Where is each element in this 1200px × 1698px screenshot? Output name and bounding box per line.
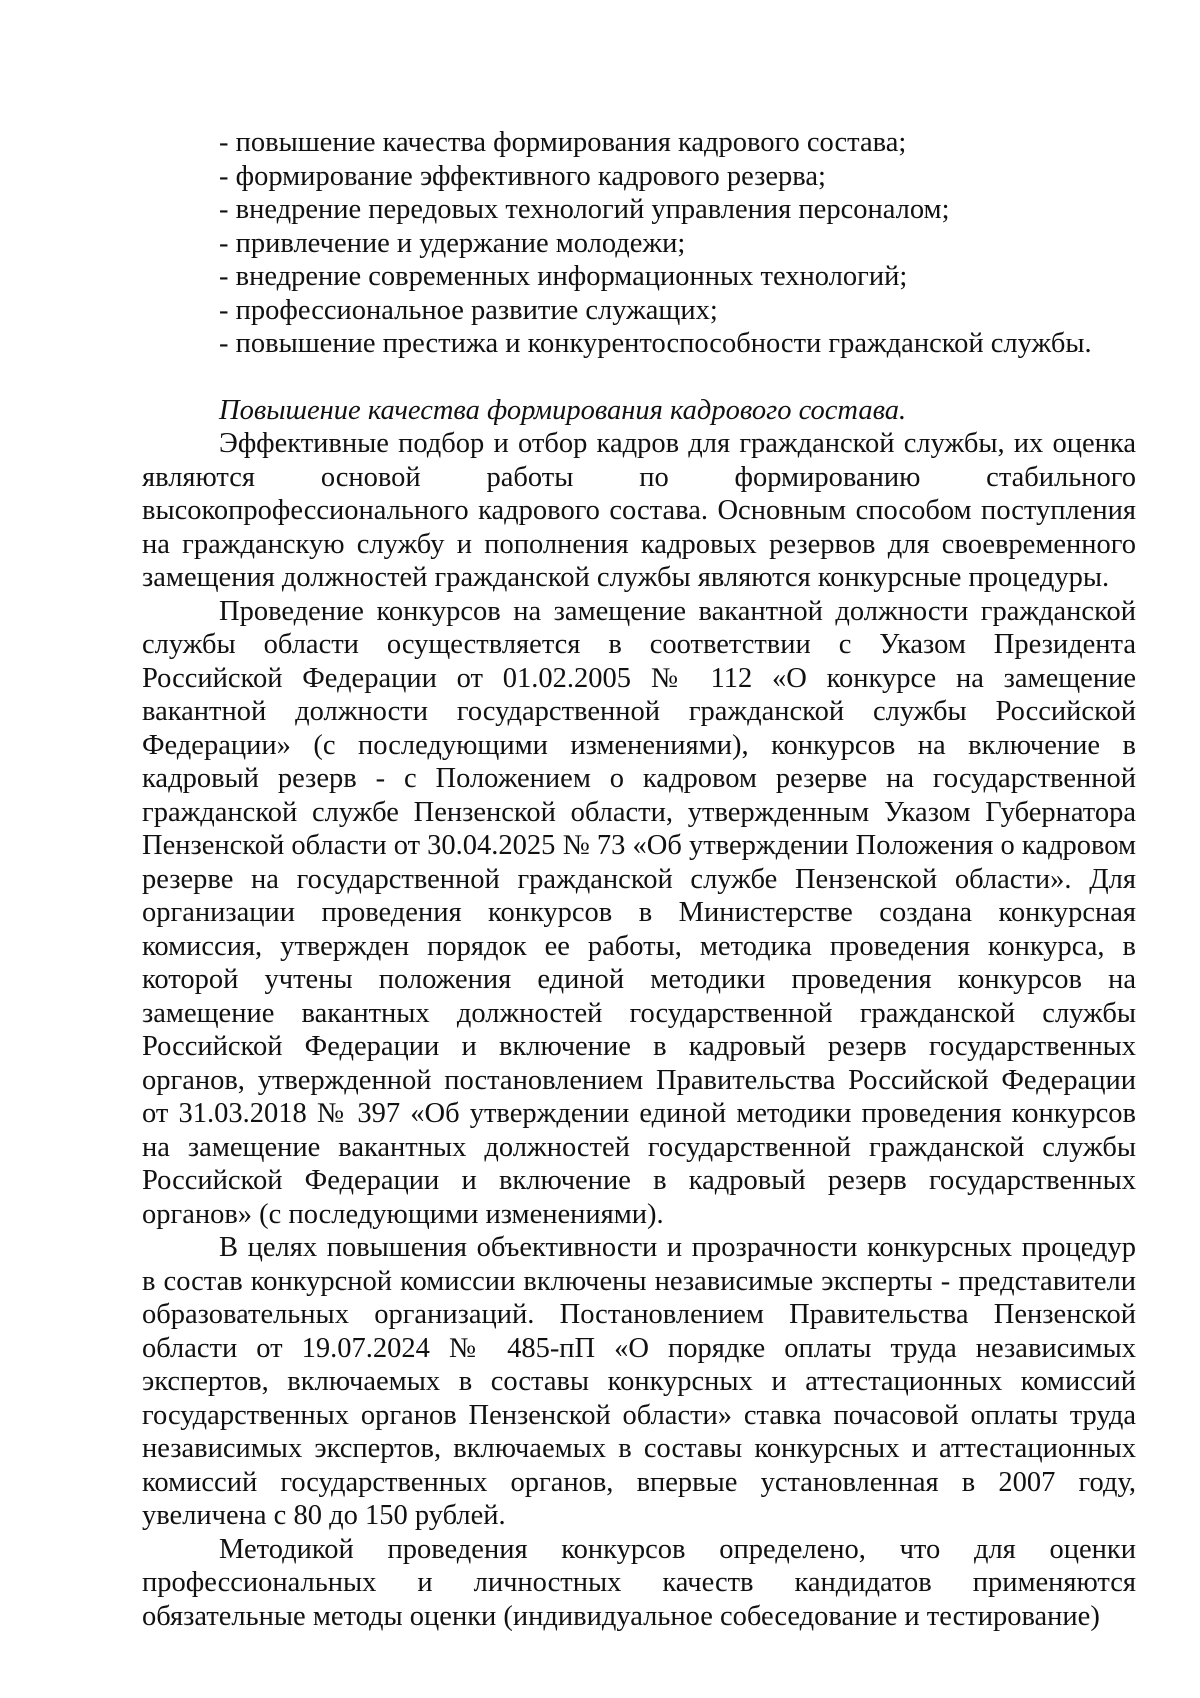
- section-heading: Повышение качества формирования кадрового состава.: [219, 394, 907, 426]
- paragraph-assessment-methods: Методикой проведения конкурсов определено, что для оценки профессиональных и личностных качеств кандидатов применяются обязательные методы оценки (индивидуальное собеседование и тестирование): [142, 1533, 1136, 1632]
- list-item: - внедрение передовых технологий управления персоналом;: [219, 194, 950, 225]
- paragraph-competitions: Проведение конкурсов на замещение вакантной должности гражданской службы области осуществляется в соответствии с Указом Президента Российской Федерации от 01.02.2005 № 112 «О конкурсе на замещение вакантной должности государственной гражданской службы Российской Федерации» (с последующими изменениями), конкурсов на включение в кадровый резерв - с Положением о кадровом резерве на государственной гражданской службе Пензенской области, утвержденным Указом Губернатора Пензенской области от 30.04.2025 № 73 «Об утверждении Положения о кадровом резерве на государственной гражданской службе Пензенской области». Для организации проведения конкурсов в Министерстве создана конкурсная комиссия, утвержден порядок ее работы, методика проведения конкурса, в которой учтены положения единой методики проведения конкурсов на замещение вакантных должностей государственной гражданской службы Российской Федерации и включение в кадровый резерв государственных органов, утвержденной постановлением Правительства Российской Федерации от 31.03.2018 № 397 «Об утверждении единой методики проведения конкурсов на замещение вакантных должностей государственной гражданской службы Российской Федерации и включение в кадровый резерв государственных органов» (с последующими изменениями).: [142, 595, 1136, 1230]
- list-item: - формирование эффективного кадрового резерва;: [219, 160, 826, 192]
- list-item: - профессиональное развитие служащих;: [219, 294, 718, 326]
- paragraph-selection: Эффективные подбор и отбор кадров для гражданской службы, их оценка являются основой работы по формированию стабильного высокопрофессионального кадрового состава. Основным способом поступления на гражданскую службу и пополнения кадровых резервов для своевременного замещения должностей гражданской службы являются конкурсные процедуры.: [142, 428, 1136, 593]
- priorities-list: [142, 126, 1136, 361]
- paragraph-independent-experts: В целях повышения объективности и прозрачности конкурсных процедур в состав конкурсной комиссии включены независимые эксперты - представители образовательных организаций. Постановлением Правительства Пензенской области от 19.07.2024 № 485-пП «О порядке оплаты труда независимых экспертов, включаемых в составы конкурсных и аттестационных комиссий государственных органов Пензенской области» ставка почасовой оплаты труда независимых экспертов, включаемых в составы конкурсных и аттестационных комиссий государственных органов, впервые установленная в 2007 году, увеличена с 80 до 150 рублей.: [142, 1232, 1136, 1531]
- list-item: - повышение престижа и конкурентоспособности гражданской службы.: [219, 328, 1092, 359]
- list-item: - внедрение современных информационных технологий;: [219, 261, 908, 292]
- document-body: [142, 126, 1136, 1633]
- list-item: - привлечение и удержание молодежи;: [219, 227, 686, 259]
- list-item: - повышение качества формирования кадрового состава;: [219, 127, 907, 158]
